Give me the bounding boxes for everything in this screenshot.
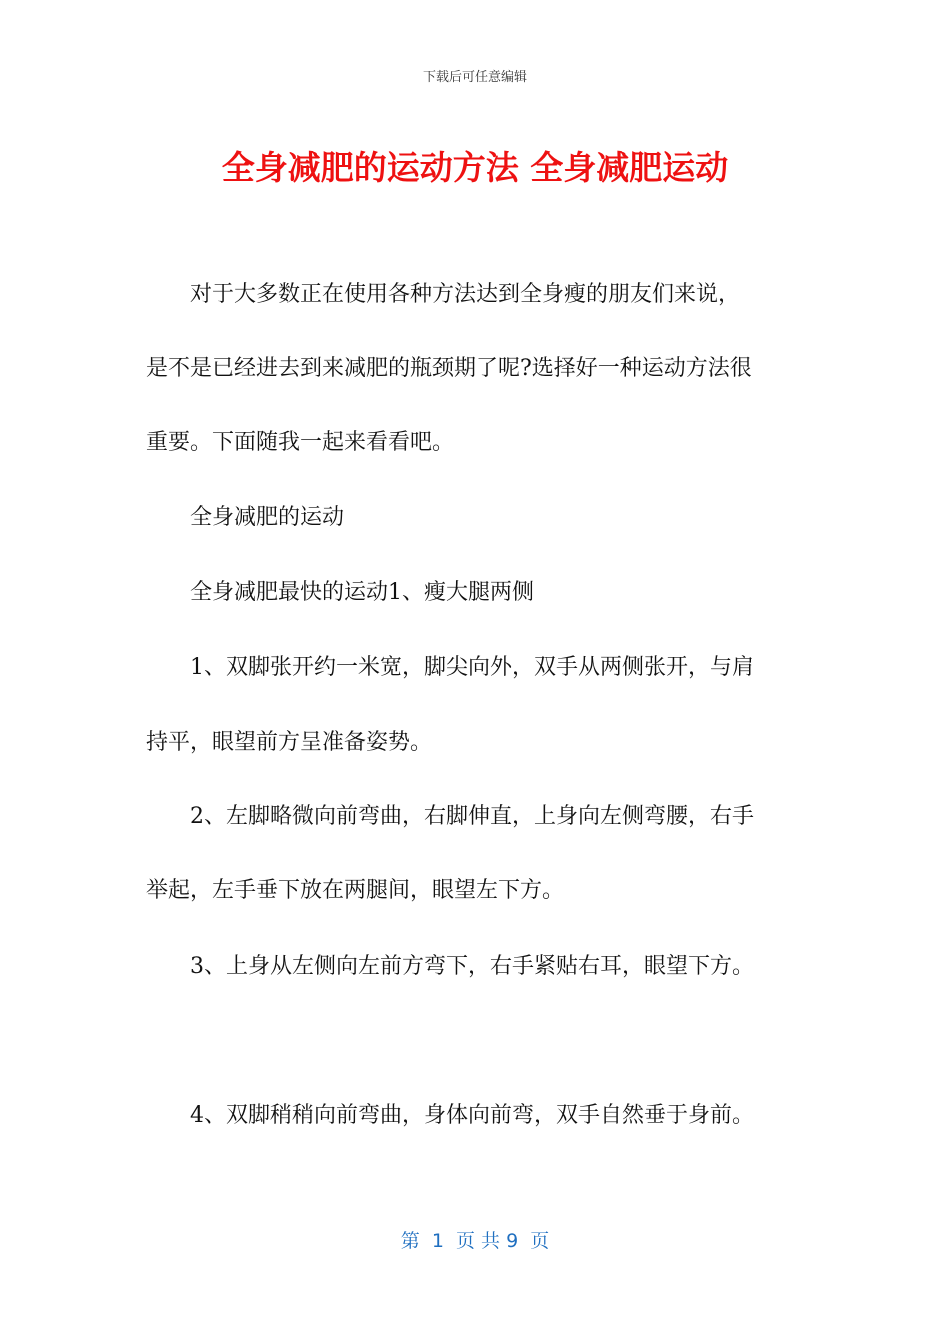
paragraph-line: 2、左脚略微向前弯曲，右脚伸直，上身向左侧弯腰，右手	[146, 804, 754, 829]
paragraph-line: 持平，眼望前方呈准备姿势。	[146, 730, 433, 755]
paragraph-line: 重要。下面随我一起来看看吧。	[146, 430, 455, 455]
paragraph-line: 举起，左手垂下放在两腿间，眼望左下方。	[146, 878, 565, 903]
paragraph-line: 是不是已经进去到来减肥的瓶颈期了呢?选择好一种运动方法很	[146, 356, 752, 381]
paragraph-line: 4、双脚稍稍向前弯曲，身体向前弯，双手自然垂于身前。	[146, 1103, 754, 1128]
page-number-footer: 第 1 页 共 9 页	[400, 1230, 550, 1252]
document-title: 全身减肥的运动方法 全身减肥运动	[221, 148, 729, 187]
paragraph-line: 1、双脚张开约一米宽，脚尖向外，双手从两侧张开，与肩	[146, 655, 754, 680]
header-note: 下载后可任意编辑	[422, 70, 527, 85]
paragraph-line: 对于大多数正在使用各种方法达到全身瘦的朋友们来说，	[146, 282, 741, 307]
subsection-heading: 全身减肥最快的运动1、瘦大腿两侧	[146, 580, 534, 605]
paragraph-line: 3、上身从左侧向左前方弯下，右手紧贴右耳，眼望下方。	[146, 954, 754, 979]
section-heading: 全身减肥的运动	[146, 505, 345, 530]
